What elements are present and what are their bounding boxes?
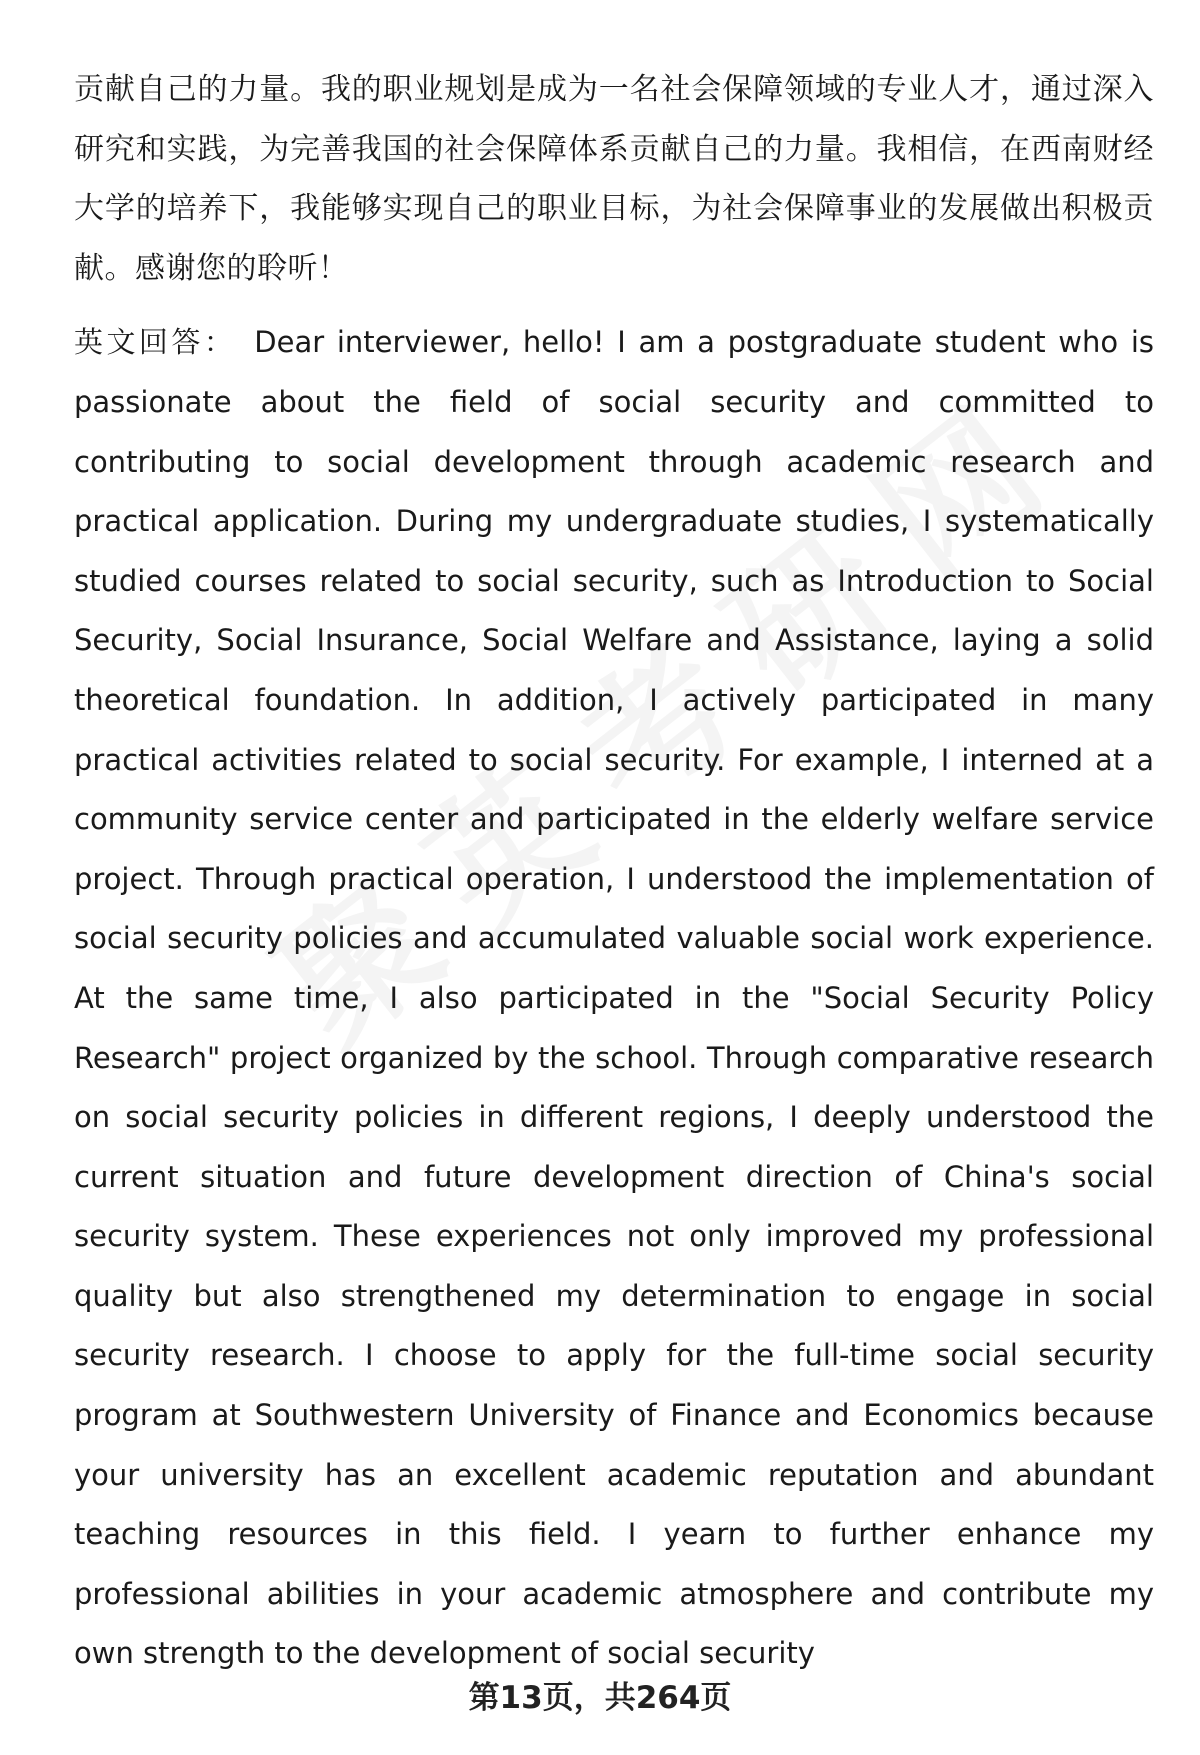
english-answer-text: Dear interviewer, hello! I am a postgraduate student who is passionate about the field of social security and committed to contributing to social development through academic research and practical application. During my undergraduate studies, I systematically studied courses related to social security, such as Introduction to Social Security, Social Insurance, Social Welfare and Assistance, laying a solid theoretical foundation. In addition, I actively participated in many practical activities related to social security. For example, I interned at a community service center and participated in the elderly welfare service project. Through practical operation, I understood the implementation of social security policies and accumulated valuable social work experience. At the same time, I also participated in the "Social Security Policy Research" project organized by the school. Through comparative research on social security policies in different regions, I deeply understood the current situation and future development direction of China's social security system. These experiences not only improved my professional quality but also strengthened my determination to engage in social security research. I choose to apply for the full-time social security program at Southwestern University of Finance and Economics because your university has an excellent academic reputation and abundant teaching resources in this field. I yearn to further enhance my professional abilities in your academic atmosphere and contribute my own strength to the development of social security	[74, 325, 1154, 1671]
english-answer-paragraph	[74, 313, 1154, 1684]
chinese-paragraph: 贡献自己的力量。我的职业规划是成为一名社会保障领域的专业人才，通过深入研究和实践，为完善我国的社会保障体系贡献自己的力量。我相信，在西南财经大学的培养下，我能够实现自己的职业目标，为社会保障事业的发展做出积极贡献。感谢您的聆听！	[74, 72, 1154, 286]
answer-label: 英文回答：	[74, 325, 237, 360]
page-number-footer: 第13页，共264页	[468, 1680, 732, 1716]
page-content	[74, 60, 1154, 1684]
